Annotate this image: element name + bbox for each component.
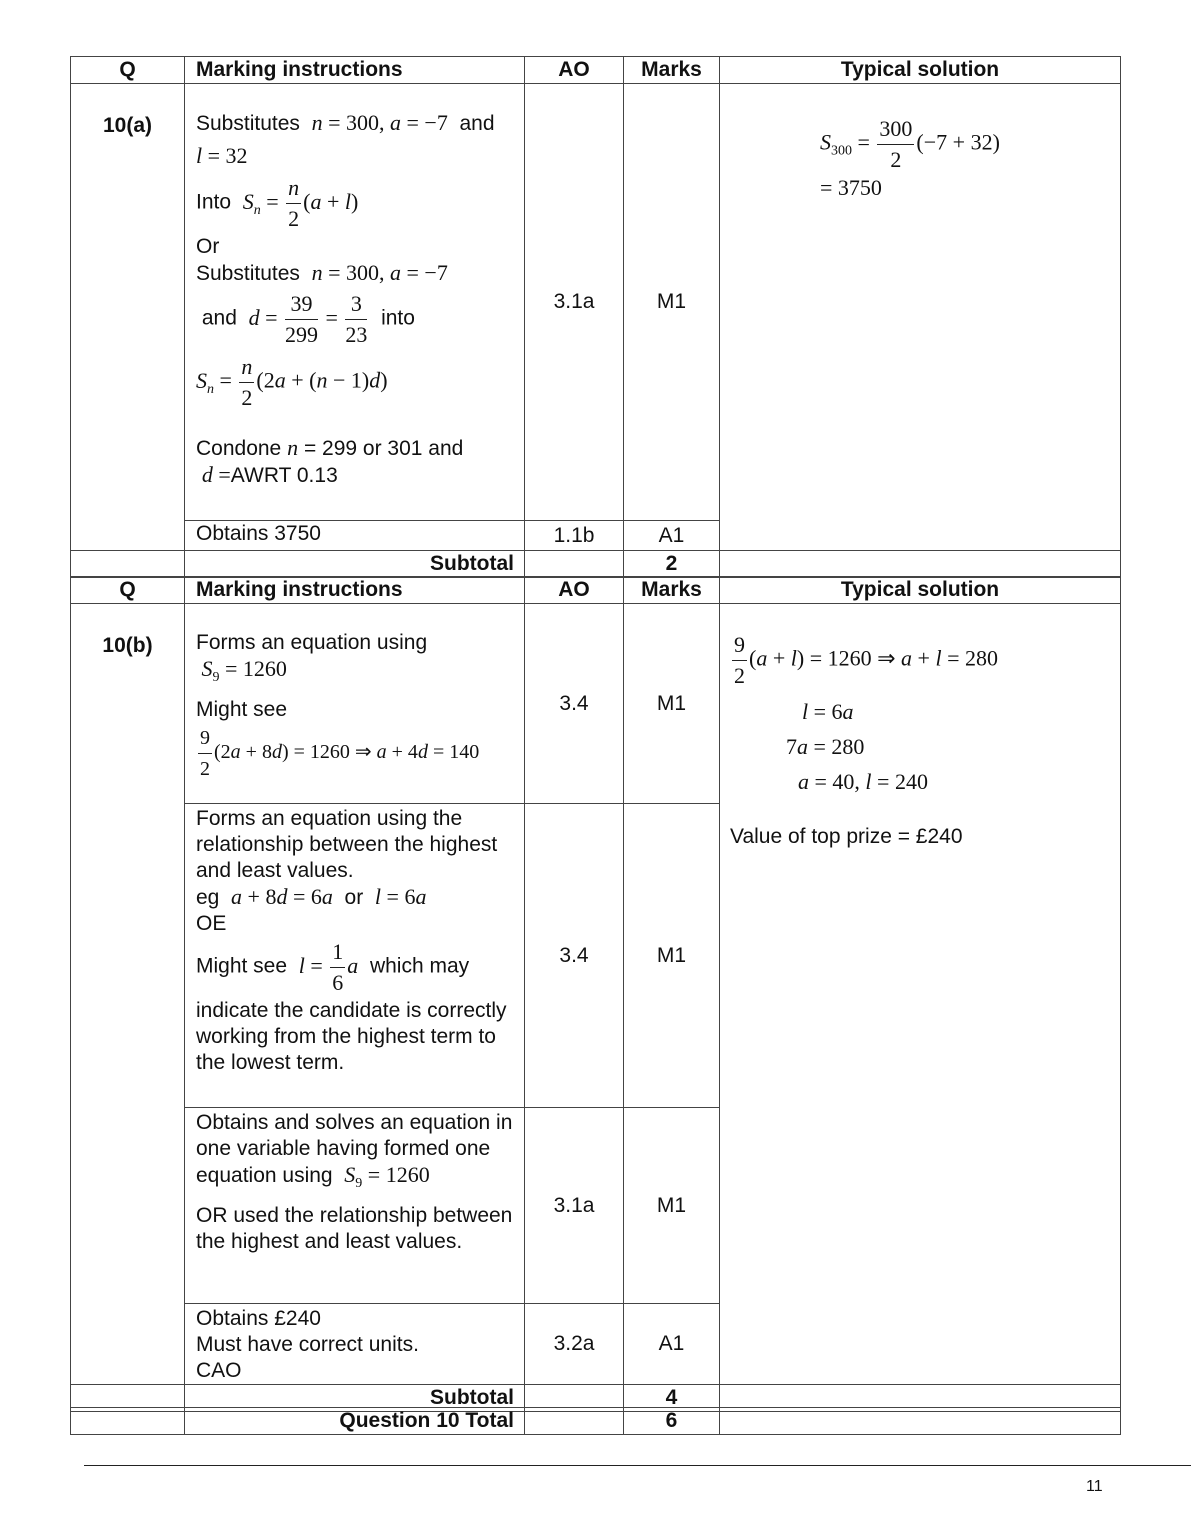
footer-divider xyxy=(84,1465,1191,1466)
mark-10b-r1: M1 xyxy=(624,604,720,804)
mark-10b-r3: M1 xyxy=(624,1108,720,1304)
table-10b xyxy=(70,576,1121,1412)
ao-10a-m1: 3.1a xyxy=(525,84,624,521)
mark-10a-m1: M1 xyxy=(624,84,720,521)
header-ao: AO xyxy=(525,577,624,604)
total-row xyxy=(71,1408,1121,1435)
header-marking-instructions: Marking instructions xyxy=(185,577,525,604)
header-marking-instructions: Marking instructions xyxy=(185,57,525,84)
table-question-total xyxy=(70,1407,1121,1435)
header-marks: Marks xyxy=(624,577,720,604)
typical-solution-10a: $S_{300}$ = $\frac{300}{2}$ (−7 + 32) = 3750 xyxy=(720,84,1121,551)
subtotal-row-10a xyxy=(71,551,1121,578)
typical-solution-10b: $\frac{9}{2}$ (a + l) = 1260 ⇒ a + l = 280 l = 6a 7a = 280 a = 40, l = 240 Value of top prize = £240 xyxy=(720,604,1121,1385)
row-10a-method xyxy=(71,84,1121,521)
ao-10b-r1: 3.4 xyxy=(525,604,624,804)
marking-instruction-10a-a1: Obtains 3750 xyxy=(185,521,525,551)
header-marks: Marks xyxy=(624,57,720,84)
subtotal-label: Subtotal xyxy=(185,551,525,578)
header-row xyxy=(71,57,1121,84)
mark-10b-r4: A1 xyxy=(624,1304,720,1385)
solution-answer: Value of top prize = £240 xyxy=(730,825,963,848)
subtotal-label: Subtotal xyxy=(185,1385,525,1412)
total-value: 6 xyxy=(624,1408,720,1435)
header-ao: AO xyxy=(525,57,624,84)
header-q: Q xyxy=(71,57,185,84)
table-10a xyxy=(70,56,1121,578)
subtotal-value: 4 xyxy=(624,1385,720,1412)
ao-10b-r4: 3.2a xyxy=(525,1304,624,1385)
total-label: Question 10 Total xyxy=(185,1408,525,1435)
marking-instruction-10b-r3: Obtains and solves an equation in one variable having formed one equation using $S_9 = 1260$ OR used the relationship between the highest and least values. xyxy=(185,1108,525,1304)
mark-10a-a1: A1 xyxy=(624,521,720,551)
ao-10a-a1: 1.1b xyxy=(525,521,624,551)
header-row xyxy=(71,577,1121,604)
marking-instruction-10b-r1: Forms an equation using $S_9 = 1260$ Might see $\frac{9}{2}$ (2a + 8d) = 1260 ⇒ a + 4d = 140 xyxy=(185,604,525,804)
mark-10b-r2: M1 xyxy=(624,804,720,1108)
ao-10b-r3: 3.1a xyxy=(525,1108,624,1304)
header-typical-solution: Typical solution xyxy=(720,577,1121,604)
row-10b-m1-first xyxy=(71,604,1121,804)
marking-instruction-10b-r4: Obtains £240 Must have correct units. CAO xyxy=(185,1304,525,1385)
marking-instruction-10a-m1: Substitutes n = 300, a = −7 and l = 32 Into $S_n$ = $\frac{n}{2}$ (a + l) Or Substitutes n = 300, a = −7 and d = $\frac{39}{299}$ = $\frac{3}{23}$ into $S_n$ = $\frac{n}{2}$ (2a + (n − 1)d) Condone n = 299 or 301 and d =AWRT 0.13 xyxy=(185,84,525,521)
marking-instruction-10b-r2: Forms an equation using the relationship between the highest and least values. eg a + 8d = 6a or l = 6a OE Might see l = $\frac{1}{6}$ a which may indicate the candidate is correctly working from the highest term to the lowest term. xyxy=(185,804,525,1108)
question-number: 10(b) xyxy=(71,604,185,1385)
ao-10b-r2: 3.4 xyxy=(525,804,624,1108)
header-q: Q xyxy=(71,577,185,604)
header-typical-solution: Typical solution xyxy=(720,57,1121,84)
question-number: 10(a) xyxy=(71,84,185,551)
page-number: 11 xyxy=(1086,1478,1103,1495)
subtotal-value: 2 xyxy=(624,551,720,578)
